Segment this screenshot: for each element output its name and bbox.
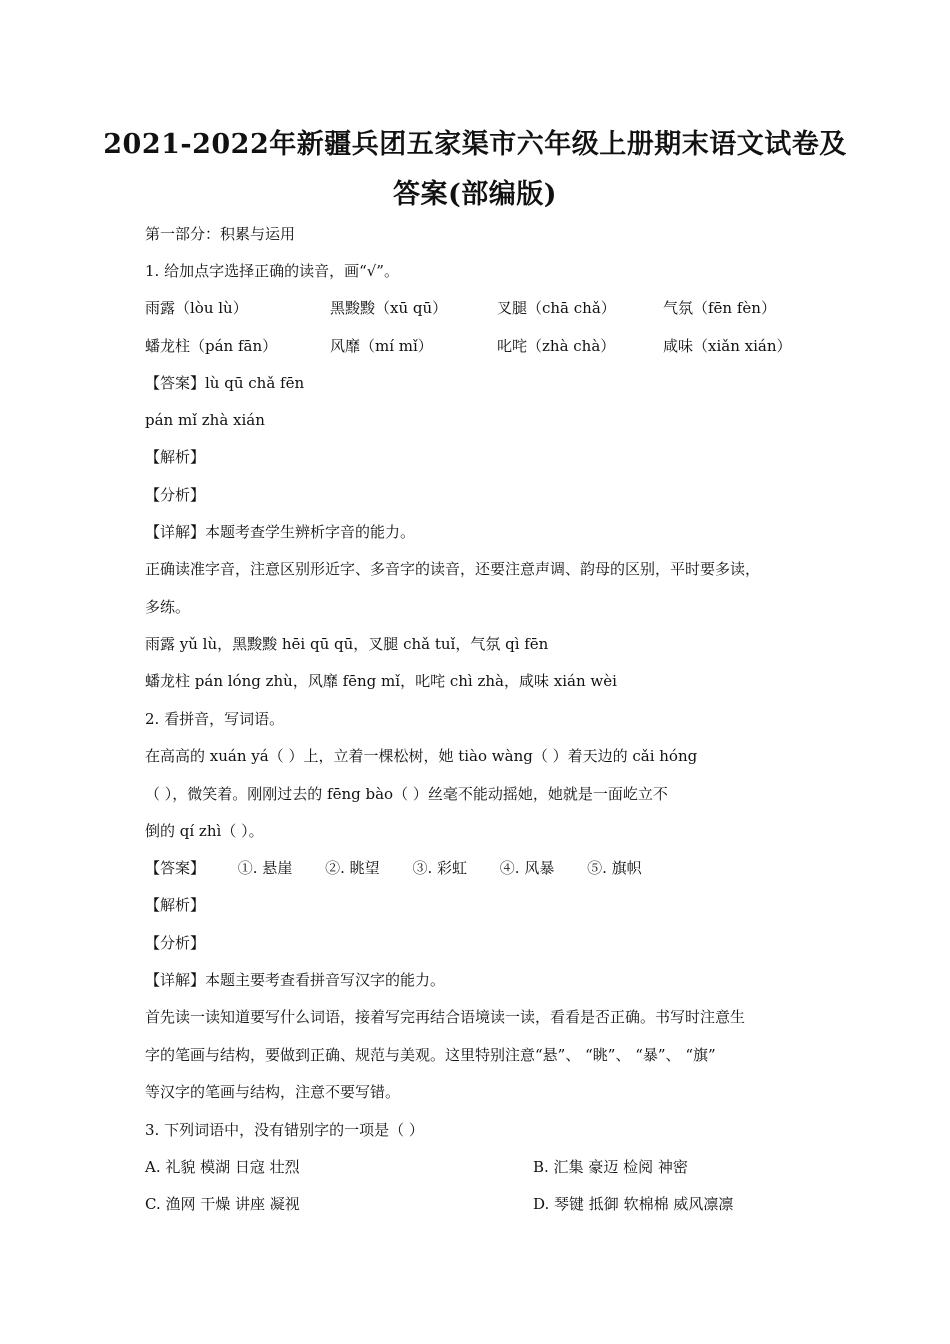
q2-answer-item: ④. 风暴 (499, 859, 555, 877)
q2-answer-item: ①. 悬崖 (237, 859, 293, 877)
q1-note-cont: 多练。 (145, 598, 191, 616)
q1-note: 正确读准字音，注意区别形近字、多音字的读音，还要注意声调、韵母的区别，平时要多读， (145, 560, 761, 578)
q1-option: 叉腿（chā chǎ） (497, 299, 616, 317)
document-title-line-1: 2021-2022年新疆兵团五家渠市六年级上册期末语文试卷及 (103, 129, 847, 160)
q2-analysis-label: 【解析】 (145, 896, 206, 914)
q2-note-cont: 字的笔画与结构，要做到正确、规范与美观。这里特别注意“悬”、 “眺”、 “暴”、 “旗” (145, 1046, 716, 1064)
q2-note-cont: 等汉字的笔画与结构，注意不要写错。 (145, 1083, 401, 1101)
q1-option: 风靡（mí mǐ） (330, 337, 433, 355)
q1-option: 咸味（xiǎn xián） (663, 337, 792, 355)
q2-answer-row (145, 858, 670, 878)
q3-option-d: D. 琴键 抵御 软棉棉 威风凛凛 (533, 1195, 734, 1213)
q3-option-c: C. 渔网 干燥 讲座 凝视 (145, 1195, 300, 1213)
section-heading: 第一部分：积累与运用 (145, 225, 296, 243)
q2-passage: （ ），微笑着。刚刚过去的 fēng bào（ ）丝毫不能动摇她，她就是一面屹立不 (145, 785, 668, 803)
q2-answer-item: ③. 彩虹 (412, 859, 467, 877)
q2-stem: 2. 看拼音，写词语。 (145, 710, 285, 728)
q1-answer: 【答案】lù qū chǎ fēn (145, 374, 305, 392)
q1-pinyin-line: 蟠龙柱 pán lóng zhù，风靡 fēng mǐ，叱咤 chì zhà，咸味 xián wèi (145, 672, 617, 690)
q1-answer-cont: pán mǐ zhà xián (145, 411, 265, 429)
q2-passage: 在高高的 xuán yá（ ）上，立着一棵松树，她 tiào wàng（ ）着天边的 cǎi hóng (145, 747, 698, 765)
q1-option: 蟠龙柱（pán fān） (145, 337, 278, 355)
q3-stem: 3. 下列词语中，没有错别字的一项是（ ） (145, 1121, 424, 1139)
q1-breakdown-label: 【分析】 (145, 486, 206, 504)
q2-note: 首先读一读知道要写什么词语，接着写完再结合语境读一读，看看是否正确。书写时注意生 (145, 1008, 746, 1026)
document-title-line-2: 答案(部编版) (392, 179, 558, 210)
q1-option: 气氛（fēn fèn） (663, 299, 776, 317)
q1-detail: 【详解】本题考查学生辨析字音的能力。 (145, 523, 416, 541)
q2-breakdown-label: 【分析】 (145, 934, 206, 952)
q1-option: 叱咤（zhà chà） (497, 337, 616, 355)
q1-option: 黑黢黢（xū qū） (330, 299, 448, 317)
q2-passage: 倒的 qí zhì（ ）。 (145, 822, 264, 840)
q2-answer-item: ⑤. 旗帜 (587, 859, 642, 877)
q3-option-b: B. 汇集 豪迈 检阅 神密 (533, 1158, 688, 1176)
q1-option: 雨露（lòu lù） (145, 299, 248, 317)
q1-stem: 1. 给加点字选择正确的读音，画“√”。 (145, 262, 399, 280)
q2-answer-item: ②. 眺望 (325, 859, 380, 877)
q2-answer-label: 【答案】 (145, 859, 206, 877)
q2-detail: 【详解】本题主要考查看拼音写汉字的能力。 (145, 971, 446, 989)
q1-pinyin-line: 雨露 yǔ lù，黑黢黢 hēi qū qū，叉腿 chǎ tuǐ，气氛 qì fēn (145, 635, 549, 653)
q3-option-a: A. 礼貌 模湖 日寇 壮烈 (145, 1158, 300, 1176)
q1-analysis-label: 【解析】 (145, 448, 206, 466)
